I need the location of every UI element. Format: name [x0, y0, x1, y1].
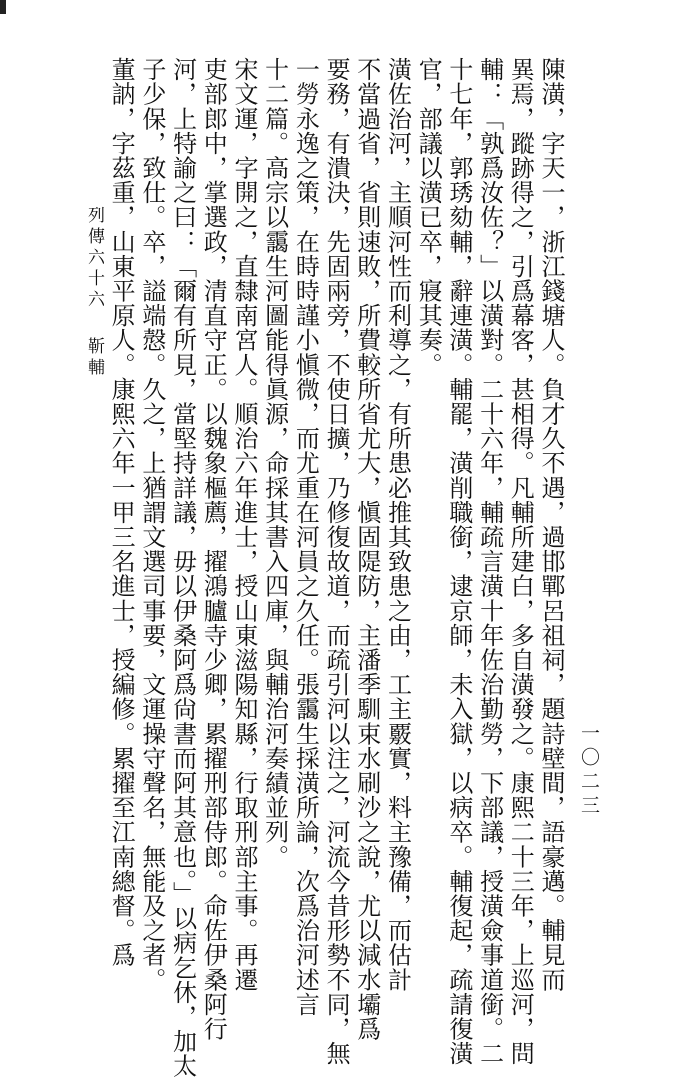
text-column: 官，部議以潢已卒，寢其奏。	[414, 57, 443, 377]
text-column: 河，上特諭之曰：「爾有所見，當堅持詳議，毋以伊桑阿爲尙書而阿其意也。」以病乞休，加太	[168, 57, 197, 1078]
running-header-title: 列傳六十六	[84, 206, 104, 311]
page-number: 一〇二三	[578, 723, 600, 819]
text-column: 十二篇。高宗以靄生河圖能得眞源，命採其書入四庫，與輔治河奏績並列。	[260, 57, 289, 869]
main-text-block	[107, 57, 566, 1078]
text-column: 子少保，致仕。卒，謚端慤。久之，上猶謂文選司事要，文運操守聲名，無能及之者。	[137, 57, 166, 992]
text-column: 潢佐治河，主順河性而利導之，有所患必推其致患之由，工主覈實，料主豫備，而估計	[383, 57, 412, 992]
corner-mark	[0, 0, 6, 14]
text-column: 要務，有潰決，先固兩旁，不使日擴，乃修復故道，而疏引河以注之，河流今昔形勢不同，無	[322, 57, 351, 1066]
text-column: 不當過省，省則速敗，所費較所省尤大，愼固隄防，主潘季馴束水刷沙之說，尤以減水壩爲	[352, 57, 381, 1041]
text-column: 一勞永逸之策，在時時謹小愼微，而尤重在河員之久任。張靄生採潢所論，次爲治河述言	[291, 57, 320, 1017]
text-column: 十七年，郭琇劾輔，辭連潢。輔罷，潢削職銜，逮京師，未入獄，以病卒。輔復起，疏請復潢	[444, 57, 473, 1066]
text-column: 輔：「孰爲汝佐？」以潢對。二十六年，輔疏言潢十年佐治勤勞，下部議，授潢僉事道銜。二	[475, 57, 504, 1066]
running-header	[82, 206, 107, 379]
text-column: 宋文運，字開之，直隸南宮人。順治六年進士，授山東滋陽知縣，行取刑部主事。再遷	[229, 57, 258, 992]
text-column: 吏部郎中，掌選政，清直守正。以魏象樞薦，擢鴻臚寺少卿，累擢刑部侍郎。命佐伊桑阿行	[199, 57, 228, 1041]
text-column: 異焉，蹤跡得之，引爲幕客，甚相得。凡輔所建白，多自潢發之。康熙二十三年，上巡河，問	[506, 57, 535, 1066]
running-header-section: 靳輔	[84, 337, 104, 379]
text-column: 陳潢，字天一，浙江錢塘人。負才久不遇，過邯鄲呂祖祠，題詩壁間，語豪邁。輔見而	[537, 57, 565, 992]
text-column: 董訥，字茲重，山東平原人。康熙六年一甲三名進士，授編修。累擢至江南總督。爲	[107, 57, 136, 968]
